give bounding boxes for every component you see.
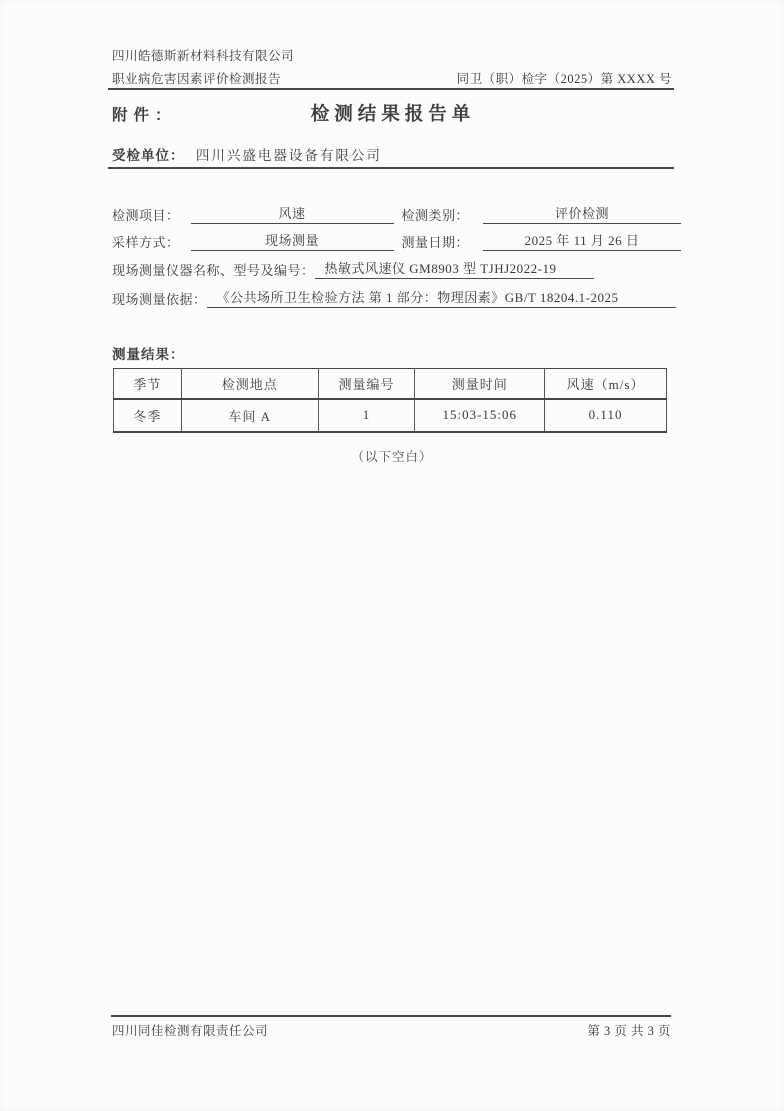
inspected-unit-value: 四川兴盛电器设备有限公司 <box>195 148 382 163</box>
page-title: 检测结果报告单 <box>310 105 476 125</box>
footer-page-number: 第 3 页 共 3 页 <box>587 1024 671 1038</box>
cell-measure-no: 1 <box>318 399 415 432</box>
column-header-location: 检测地点 <box>181 369 318 399</box>
field-row-sampling <box>112 227 681 251</box>
column-header-wind-speed: 风速（m/s） <box>545 369 667 399</box>
inspected-unit-divider-rule <box>108 167 674 169</box>
field-row-basis <box>112 284 676 308</box>
attachment-label: 附件： <box>112 107 177 124</box>
inspected-unit-row <box>112 144 382 164</box>
cell-location: 车间 A <box>181 399 318 432</box>
basis-value: 《公共场所卫生检验方法 第 1 部分：物理因素》GB/T 18204.1-2025 <box>207 287 676 308</box>
results-section-label: 测量结果： <box>112 347 185 362</box>
header-doc-number: 同卫（职）检字（2025）第 XXXX 号 <box>456 72 672 86</box>
header-company-name: 四川皓德斯新材料科技有限公司 <box>112 49 295 63</box>
footer-company-name: 四川同佳检测有限责任公司 <box>112 1024 269 1038</box>
column-header-measure-time: 测量时间 <box>415 369 545 399</box>
test-item-value: 风速 <box>191 203 394 224</box>
below-blank-note: （以下空白） <box>351 450 433 464</box>
results-table-data-row <box>114 399 667 432</box>
test-category-label: 检测类别： <box>401 208 470 223</box>
instrument-label: 现场测量仪器名称、型号及编号： <box>112 263 315 278</box>
cell-wind-speed: 0.110 <box>545 399 667 432</box>
header-second-line <box>112 69 672 87</box>
basis-label: 现场测量依据： <box>112 292 207 307</box>
column-header-season: 季节 <box>114 369 182 399</box>
footer-divider-rule <box>111 1015 671 1017</box>
field-row-test-item <box>112 200 681 224</box>
sampling-method-label: 采样方式： <box>112 235 180 250</box>
test-category-value: 评价检测 <box>483 203 681 224</box>
instrument-value: 热敏式风速仪 GM8903 型 TJHJ2022-19 <box>315 258 594 279</box>
header-divider-rule <box>108 88 674 90</box>
results-table <box>113 368 667 433</box>
cell-season: 冬季 <box>114 399 182 432</box>
results-table-header-row <box>114 369 667 399</box>
field-row-instrument <box>112 255 594 279</box>
test-item-label: 检测项目： <box>112 208 180 223</box>
column-header-measure-no: 测量编号 <box>318 369 415 399</box>
measure-date-label: 测量日期： <box>401 235 470 250</box>
header-report-type: 职业病危害因素评价检测报告 <box>112 72 282 86</box>
sampling-method-value: 现场测量 <box>191 230 394 251</box>
measure-date-value: 2025 年 11 月 26 日 <box>483 230 681 251</box>
cell-measure-time: 15:03-15:06 <box>415 399 545 432</box>
footer-row <box>112 1021 671 1039</box>
inspected-unit-label: 受检单位： <box>112 148 185 163</box>
